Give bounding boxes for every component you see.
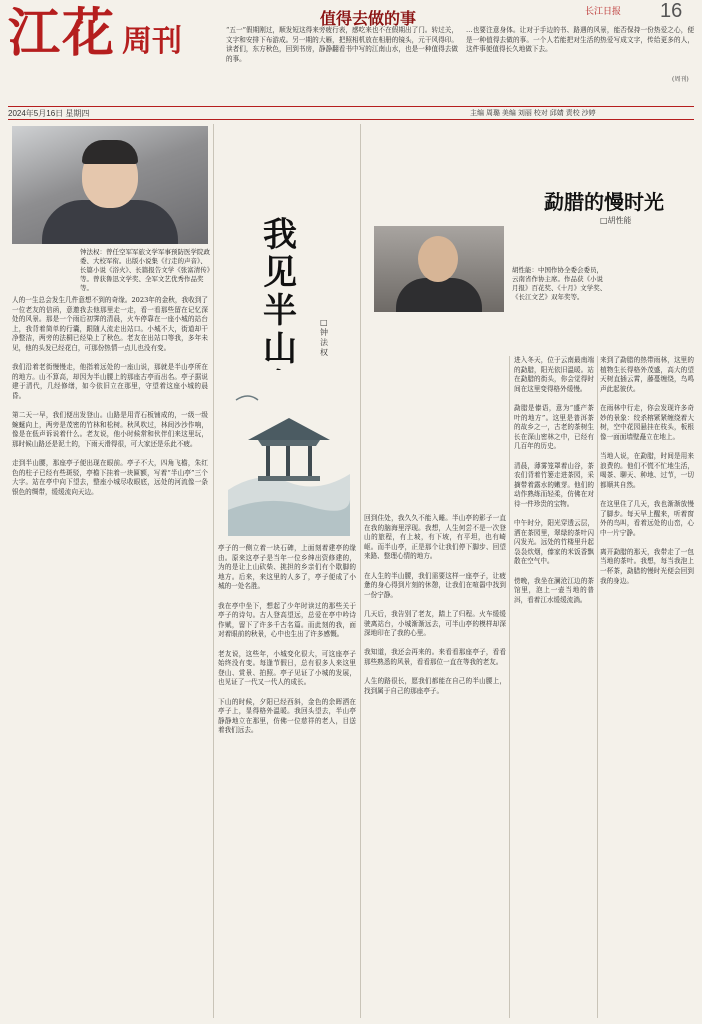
right-article-title: 勐腊的慢时光 bbox=[544, 190, 664, 214]
author-caption-right: 胡性能：中国作协全委会委员，云南省作协主席。作品获《小说月报》百花奖、《十月》文学奖、《长江文艺》双年奖等。 bbox=[512, 266, 607, 301]
author-photo-right bbox=[374, 226, 504, 312]
header-rule bbox=[8, 106, 694, 107]
article-author: □钟法权 bbox=[320, 318, 328, 357]
article-column-2: 亭子的一侧立着一块石碑，上面刻着建亭的缘由。原来这亭子是当年一位乡绅出资修建的，为的是让上山砍柴、挑担的乡亲们有个歇脚的地方。后来，来这里的人多了，亭子便成了小城的一处名胜。 我在亭中坐下，想起了少年时读过的那些关于亭子的诗句。古人登高望远，总爱在亭中吟诗作赋，留下了许多千古名篇。而此刻的我，面对着眼前的秋景，心中也生出了许多感慨。 老友说，这些年，小城变化很大，可这座亭子始终没有变。每逢节假日，总有很多人来这里登山、赏景、拍照。亭子见证了小城的发展，也见证了一代又一代人的成长。 下山的时候，夕阳已经西斜，金色的余晖洒在亭子上，显得格外温暖。我回头望去，半山亭静静地立在那里，仿佛一位慈祥的老人，目送着我们远去。 bbox=[218, 544, 356, 735]
header-rule-bottom bbox=[8, 119, 694, 120]
column-divider bbox=[597, 356, 598, 1018]
top-article-body-left: “五一”假期刚过，顺发短这得来旁疲行表，感吃来也不在假期出了门。转过关，文字和安排下布游成。另一期的大雁，把照相机放在相册的镜头，元干风得印。读者们，东方秋色，回到书房，静静翻看书中写的江南山水，也是一种值得去做的事。 bbox=[226, 26, 458, 63]
pavilion-illustration bbox=[228, 370, 350, 536]
top-article-title: 值得去做的事 bbox=[320, 9, 417, 28]
author-photo-left bbox=[12, 126, 208, 244]
right-column-1: 进入冬天，位于云南最南端的勐腊，阳光依旧温暖。站在勐腊的街头，你会觉得时间在这里变得格外缓慢。 勐腊是傣语，意为“盛产茶叶的地方”。这里是普洱茶的故乡之一，古老的茶树生长在深山密林之中，已经有几百年的历史。 清晨，薄雾笼罩着山谷，茶农们背着竹篓走进茶园，采摘带着露水的嫩芽。他们的动作熟练而轻柔，仿佛在对待一件珍贵的宝物。 中午时分，阳光穿透云层，洒在茶园里，翠绿的茶叶闪闪发光。远处的竹楼里升起袅袅炊烟，傣家的米饭香飘散在空气中。 傍晚，我坐在澜沧江边的茶馆里，泡上一壶当地的普洱，看着江水缓缓流淌。 bbox=[514, 356, 594, 604]
column-divider bbox=[360, 124, 361, 1018]
right-column-2: 来到了勐腊的热带雨林，这里的植物生长得格外茂盛，高大的望天树直插云霄，藤蔓缠绕，鸟鸣声此起彼伏。 在雨林中行走，你会发现许多奇妙的景象：绞杀榕紧紧缠绕着大树，空中花园悬挂在枝头，板根像一面面墙壁矗立在地上。 当地人说，在勐腊，时间是用来浪费的。他们不慌不忙地生活，喝茶、聊天、种地、过节，一切都顺其自然。 在这里住了几天，我也渐渐放慢了脚步。每天早上醒来，听着窗外的鸟叫，看着远处的山峦，心中一片宁静。 离开勐腊的那天，我带走了一包当地的茶叶。我想，每当我泡上一杯茶，勐腊的慢时光便会回到我的身边。 bbox=[600, 356, 694, 585]
article-title: 我见半山 bbox=[263, 215, 297, 369]
article-column-1: 人的一生总会发生几件意想不到的奇缘。2023年的金秋，我收到了一位老友的信函，意邀我去他那里走一走，看一看那些留在记忆深处的风景。那是一个雨后初霁的清晨，火车停靠在一座小城的站台上，我背着简单的行囊，跟随人流走出站口。小城不大，街道却干净整洁，两旁的法桐已经染上了秋色。老友在出站口等我，多年未见，他的头发已经花白，可那份热情一点儿也没有变。 我们沿着老街慢慢走，他指着远处的一座山说，那就是半山亭所在的地方。山不算高，却因为半山腰上的那座古亭而出名。亭子据说建于清代，几经修缮，如今依旧立在那里，守望着这座小城的晨昏。 第二天一早，我们便出发登山。山路是用青石板铺成的，一级一级蜿蜒向上，两旁是茂密的竹林和松树。秋风吹过，林间沙沙作响，像是在低声诉说着什么。老友说，他小时候常和伙伴们来这里玩，那时候山路还是泥土的，下雨天滑得很，可大家还是乐此不疲。 走到半山腰，那座亭子便出现在眼前。亭子不大，四角飞檐，朱红色的柱子已经有些斑驳，亭檐下挂着一块匾额，写着“半山亭”三个大字。站在亭中向下望去，整座小城尽收眼底，远处的河流像一条银色的绸带，缓缓流向天边。 bbox=[12, 296, 208, 496]
dateline: 2024年5月16日 星期四 bbox=[8, 109, 90, 118]
editors-line: 主编 周璐 美编 刘丽 校对 邱婧 责校 沙婷 bbox=[470, 110, 596, 117]
top-article-body-right: …也要注意身体。让对于手边的书、路遇的风景，能否保持一份热爱之心，便是一种值得去做的事。一个人若能把对生活的热爱写成文字，传给更多的人，这件事便值得长久地做下去。 bbox=[466, 26, 694, 54]
article-column-3: 回到住处，我久久不能入睡。半山亭的影子一直在我的脑海里浮现。我想，人生何尝不是一次登山的旅程，有上坡，有下坡，有平坦，也有崎岖。而半山亭，正是那个让我们停下脚步、回望来路、整理心情的地方。 在人生的半山腰，我们需要这样一座亭子，让疲惫的身心得到片刻的休憩，让我们在喧嚣中找到一份宁静。 几天后，我告别了老友，踏上了归程。火车缓缓驶离站台，小城渐渐远去，可半山亭的模样却深深地印在了我的心里。 我知道，我还会再来的。来看看那座亭子，看看那些熟悉的风景，看看那位一直在等我的老友。 人生的路很长，愿我们都能在自己的半山腰上，找到属于自己的那座亭子。 bbox=[364, 514, 506, 695]
page-number: 16 bbox=[660, 0, 683, 22]
masthead-title: 江花 bbox=[8, 3, 117, 64]
top-article-sign: (周刊) bbox=[672, 76, 689, 83]
author-caption-left: 钟法权：曾任空军军旅文学军事预防医学院政委、大校军衔。出版小说集《行走的声音》、长篇小说《浴火》、长篇报告文学《张富清传》等。曾获鲁迅文学奖、全军文艺优秀作品奖等。 bbox=[80, 248, 210, 292]
newspaper-name: 长江日报 bbox=[585, 6, 622, 16]
right-article-author: □胡性能 bbox=[600, 216, 632, 225]
masthead bbox=[8, 3, 188, 88]
column-divider bbox=[213, 124, 214, 1018]
masthead-subtitle: 周刊 bbox=[122, 24, 183, 59]
column-divider bbox=[509, 356, 510, 1018]
